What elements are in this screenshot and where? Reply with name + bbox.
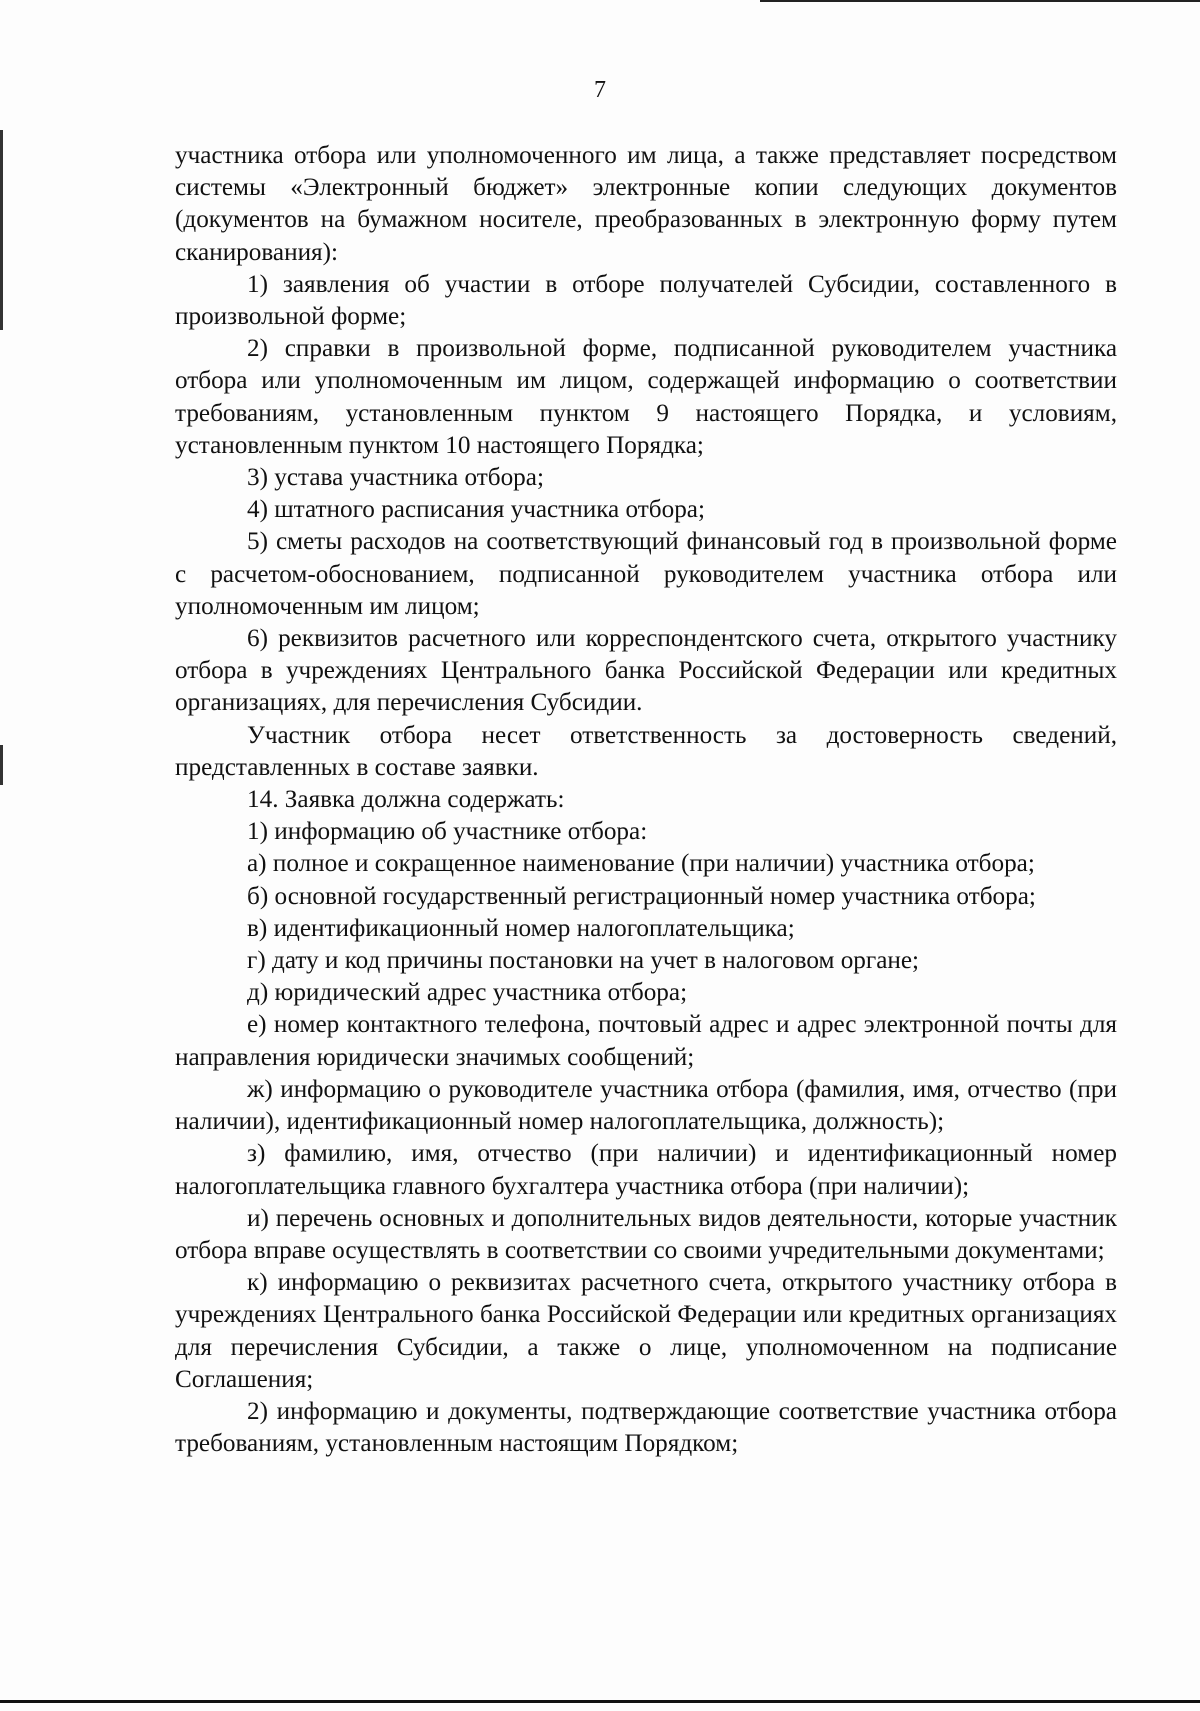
document-body: [175, 140, 1117, 1460]
paragraph: е) номер контактного телефона, почтовый адрес и адрес электронной почты для направления юридически значимых сообщений;: [175, 1011, 1117, 1071]
paragraph: участника отбора или уполномоченного им лица, а также представляет посредством системы «Электронный бюджет» электронные копии следующих документов (документов на бумажном носителе, преобразованных в электронную форму путем сканирования):: [175, 142, 1117, 266]
page-number: 7: [594, 77, 606, 103]
scan-edge-mark: [0, 130, 3, 330]
paragraph: 1) заявления об участии в отборе получателей Субсидии, составленного в произвольной форме;: [175, 270, 1117, 331]
paragraph: 1) информацию об участнике отбора:: [247, 818, 648, 846]
paragraph: г) дату и код причины постановки на учет в налоговом органе;: [247, 947, 920, 975]
paragraph: 2) информацию и документы, подтверждающие соответствие участника отбора требованиям, установленным настоящим Порядком;: [175, 1397, 1117, 1458]
paragraph: д) юридический адрес участника отбора;: [247, 979, 688, 1007]
paragraph: 3) устава участника отбора;: [247, 464, 544, 492]
scan-edge-mark: [0, 745, 3, 785]
paragraph: 5) сметы расходов на соответствующий финансовый год в произвольной форме с расчетом-обоснованием, подписанной руководителем участника отбора или уполномоченным им лицом;: [175, 528, 1117, 620]
paragraph: б) основной государственный регистрационный номер участника отбора;: [247, 882, 1036, 910]
paragraph: а) полное и сокращенное наименование (при наличии) участника отбора;: [247, 850, 1035, 878]
paragraph: з) фамилию, имя, отчество (при наличии) и идентификационный номер налогоплательщика главного бухгалтера участника отбора (при наличии);: [175, 1140, 1117, 1200]
paragraph: 4) штатного расписания участника отбора;: [247, 496, 705, 524]
scan-edge-line: [0, 1700, 1200, 1703]
paragraph: в) идентификационный номер налогоплательщика;: [247, 914, 795, 942]
paragraph: Участник отбора несет ответственность за достоверность сведений, представленных в составе заявки.: [175, 721, 1117, 781]
paragraph: 14. Заявка должна содержать:: [247, 786, 565, 814]
paragraph: ж) информацию о руководителе участника отбора (фамилия, имя, отчество (при наличии), идентификационный номер налогоплательщика, должность);: [175, 1075, 1117, 1136]
paragraph: 2) справки в произвольной форме, подписанной руководителем участника отбора или уполномоченным им лицом, содержащей информацию о соответствии требованиям, установленным пунктом 9 настоящего Порядка, и условиям, установленным пунктом 10 настоящего Порядка;: [175, 335, 1117, 459]
paragraph: и) перечень основных и дополнительных видов деятельности, которые участник отбора вправе осуществлять в соответствии со своими учредительными документами;: [175, 1204, 1117, 1264]
paragraph: к) информацию о реквизитах расчетного счета, открытого участнику отбора в учреждениях Центрального банка Российской Федерации или кредитных организациях для перечисления Субсидии, а также о лице, уполномоченном на подписание Соглашения;: [175, 1269, 1117, 1393]
scan-edge-line: [760, 0, 1200, 2]
paragraph: 6) реквизитов расчетного или корреспондентского счета, открытого участнику отбора в учреждениях Центрального банка Российской Федерации или кредитных организациях, для перечисления Субсидии.: [175, 625, 1117, 717]
